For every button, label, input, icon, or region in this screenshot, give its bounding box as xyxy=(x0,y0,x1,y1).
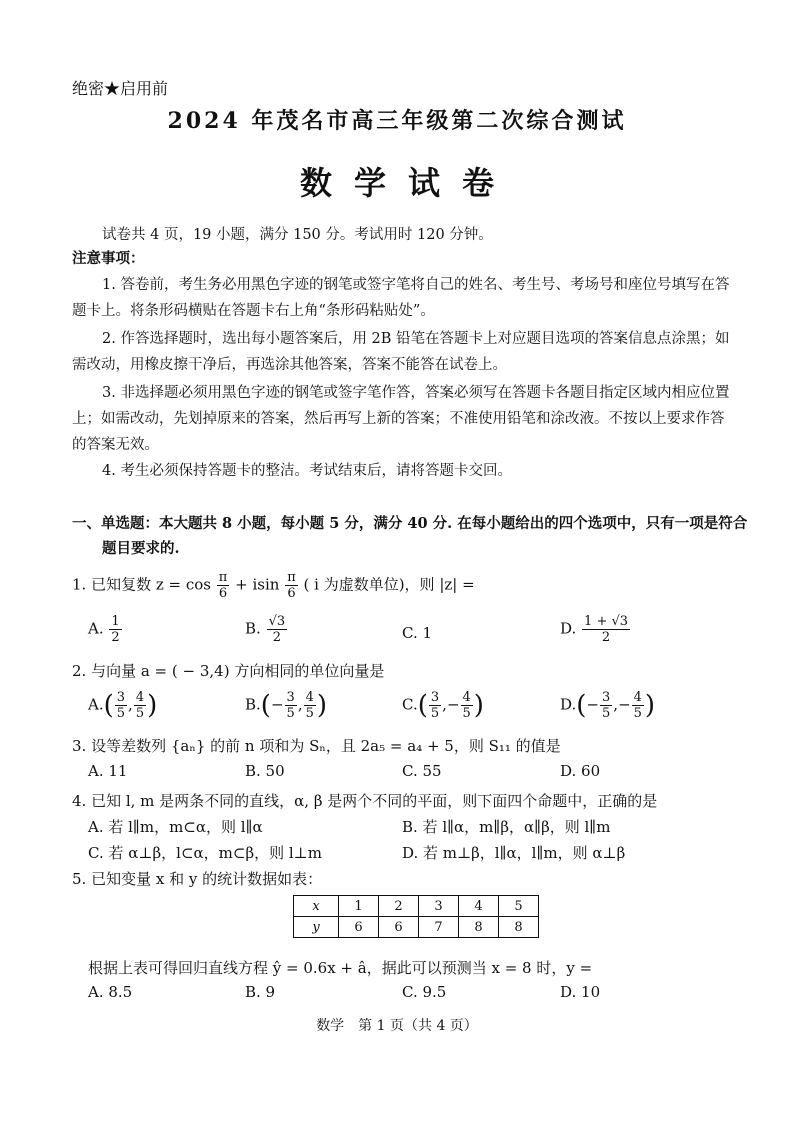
q2-c-d2: 5 xyxy=(462,706,471,721)
subject-title: 数学试卷 xyxy=(299,164,516,202)
q2-b-n1: 3 xyxy=(286,690,295,705)
table-row-y xyxy=(294,917,539,938)
q1-fraction-pi-6 xyxy=(217,570,230,601)
q2-c-comma: , xyxy=(442,695,447,714)
q1-b-num: √3 xyxy=(268,614,286,629)
table-cell: 8 xyxy=(499,917,539,938)
q1-frac-num: π xyxy=(218,570,228,585)
note-3: 3. 非选择题必须用黑色字迹的钢笔或签字笔作答，答案必须写在答题卡各题目指定区域内相应位置上；如需改动，先划掉原来的答案，然后再写上新的答案；不准使用铅笔和涂改液。不按以上要求作答的答案无效。 xyxy=(72,385,730,453)
q2-a-comma: , xyxy=(128,695,133,714)
q2-b-minus: − xyxy=(270,695,284,714)
q2-b-comma: , xyxy=(297,695,303,714)
page-footer: 数学 第 1 页（共 4 页） xyxy=(316,1018,478,1034)
q3-option-b: B. 50 xyxy=(245,762,285,780)
q1-option-a-label: A. xyxy=(88,619,104,638)
q2-d-minus1: − xyxy=(586,695,599,714)
q1-fraction-pi-6-b xyxy=(285,570,298,601)
note-1: 1. 答卷前，考生务必用黑色字迹的钢笔或签字笔将自己的姓名、考生号、考场号和座位号填写在答题卡上。将条形码横贴在答题卡右上角“条形码粘贴处”。 xyxy=(72,277,730,319)
q4-option-d: D. 若 m⊥β，l∥α，l∥m，则 α⊥β xyxy=(402,844,626,862)
q2-option-d: D.(− $\frac{3}{5}$ ,− $\frac{4}{5}$ ) xyxy=(560,690,656,721)
q2-option-a: A.( $\frac{3}{5}$ , $\frac{4}{5}$ ) xyxy=(88,690,158,721)
q2-d-d1: 5 xyxy=(602,706,611,721)
table-cell: 1 xyxy=(339,896,379,917)
table-cell: 7 xyxy=(419,917,459,938)
q2-b-n2: 4 xyxy=(305,690,314,705)
q2-b-d2: 5 xyxy=(305,706,314,721)
question-5: 5. 已知变量 x 和 y 的统计数据如表： xyxy=(72,870,323,888)
q1-option-b xyxy=(245,614,288,645)
q1-mid: + isin xyxy=(235,575,280,594)
section1-heading: 一、单选题：本大题共 8 小题，每小题 5 分，满分 40 分. 在每小题给出的四个选项中，只有一项是符合 xyxy=(72,515,748,532)
q3-option-c: C. 55 xyxy=(402,762,442,780)
question-3: 3. 设等差数列 {aₙ} 的前 n 项和为 Sₙ，且 2a₅ = a₄ + 5，则 S₁₁ 的值是 xyxy=(72,737,561,755)
table-cell: 3 xyxy=(419,896,459,917)
q2-a-n2: 4 xyxy=(135,690,145,705)
q2-d-d2: 5 xyxy=(633,706,642,721)
q4-option-a: A. 若 l∥m，m⊂α，则 l∥α xyxy=(88,818,263,836)
q2-d-n2: 4 xyxy=(633,690,642,705)
q1-a-num: 1 xyxy=(111,614,120,629)
q2-a-d1: 5 xyxy=(116,706,126,721)
q1-b-den: 2 xyxy=(272,630,281,645)
q2-b-d1: 5 xyxy=(286,706,295,721)
q5-option-c: C. 9.5 xyxy=(402,983,447,1001)
q5-option-a: A. 8.5 xyxy=(88,983,133,1001)
note-4: 4. 考生必须保持答题卡的整洁。考试结束后，请将答题卡交回。 xyxy=(102,463,512,479)
q4-option-c: C. 若 α⊥β，l⊂α，m⊂β，则 l⊥m xyxy=(88,844,323,862)
q1-prefix: 1. 已知复数 z = cos xyxy=(72,575,211,594)
note-2: 2. 作答选择题时，选出每小题答案后，用 2B 铅笔在答题卡上对应题目选项的答案信息点涂黑；如需改动，用橡皮擦干净后，再选涂其他答案，答案不能答在试卷上。 xyxy=(72,331,730,373)
q1-option-c: C. 1 xyxy=(402,624,433,642)
q2-a-n1: 3 xyxy=(116,690,126,705)
q2-c-n2: 4 xyxy=(462,690,471,705)
q1-d-den: 2 xyxy=(601,630,611,645)
exam-summary: 试卷共 4 页，19 小题，满分 150 分。考试用时 120 分钟。 xyxy=(102,227,493,243)
q1-option-d-label: D. xyxy=(560,619,577,638)
q2-c-minus: − xyxy=(446,695,460,714)
q2-option-c: C.( $\frac{3}{5}$ ,− $\frac{4}{5}$ ) xyxy=(402,690,484,721)
q2-option-c-label: C. xyxy=(402,695,418,714)
q2-option-a-label: A. xyxy=(88,695,104,714)
table-cell: 8 xyxy=(459,917,499,938)
table-cell: x xyxy=(294,896,339,917)
q2-option-b-label: B. xyxy=(245,695,261,714)
q3-option-a: A. 11 xyxy=(88,762,128,780)
question-1 xyxy=(72,570,475,601)
q3-option-d: D. 60 xyxy=(560,762,601,780)
q2-c-d1: 5 xyxy=(430,706,440,721)
table-cell: 6 xyxy=(379,917,419,938)
question-4: 4. 已知 l, m 是两条不同的直线，α, β 是两个不同的平面，则下面四个命题中，正确的是 xyxy=(72,792,658,810)
q2-c-n1: 3 xyxy=(430,690,440,705)
q2-a-d2: 5 xyxy=(135,706,145,721)
table-cell: 4 xyxy=(459,896,499,917)
question-2: 2. 与向量 a = ( − 3,4) 方向相同的单位向量是 xyxy=(72,662,385,680)
q1-a-den: 2 xyxy=(111,630,120,645)
table-cell: y xyxy=(294,917,339,938)
q4-option-b: B. 若 l∥α，m∥β，α∥β，则 l∥m xyxy=(402,818,611,836)
table-row-x xyxy=(294,896,539,917)
exam-title: 2024 年茂名市高三年级第二次综合测试 xyxy=(167,108,627,134)
q2-option-b: B.(− $\frac{3}{5}$ , $\frac{4}{5}$ ) xyxy=(245,690,328,721)
q5-followup: 根据上表可得回归直线方程 ŷ = 0.6x + â，据此可以预测当 x = 8 时，y = xyxy=(88,959,593,977)
q5-option-b: B. 9 xyxy=(245,983,276,1001)
q1-option-a xyxy=(88,614,123,645)
q1-frac-den-b: 6 xyxy=(287,586,296,601)
section1-heading-cont: 题目要求的. xyxy=(102,540,180,557)
q2-option-d-label: D. xyxy=(560,695,577,714)
q2-d-comma: , xyxy=(613,695,619,714)
statistics-table xyxy=(293,895,539,938)
table-cell: 5 xyxy=(499,896,539,917)
table-cell: 2 xyxy=(379,896,419,917)
q1-d-num: 1 + √3 xyxy=(584,614,629,629)
secret-mark: 绝密★启用前 xyxy=(72,79,169,98)
table-cell: 6 xyxy=(339,917,379,938)
q5-option-d: D. 10 xyxy=(560,983,601,1001)
q1-option-d xyxy=(560,614,631,645)
q2-d-minus2: − xyxy=(618,695,631,714)
q1-suffix: ( i 为虚数单位)，则 |z| = xyxy=(303,575,475,594)
q1-option-b-label: B. xyxy=(245,619,261,638)
notes-heading: 注意事项： xyxy=(72,250,145,267)
q1-frac-num-b: π xyxy=(287,570,296,585)
q1-frac-den: 6 xyxy=(218,586,228,601)
q2-d-n1: 3 xyxy=(602,690,611,705)
